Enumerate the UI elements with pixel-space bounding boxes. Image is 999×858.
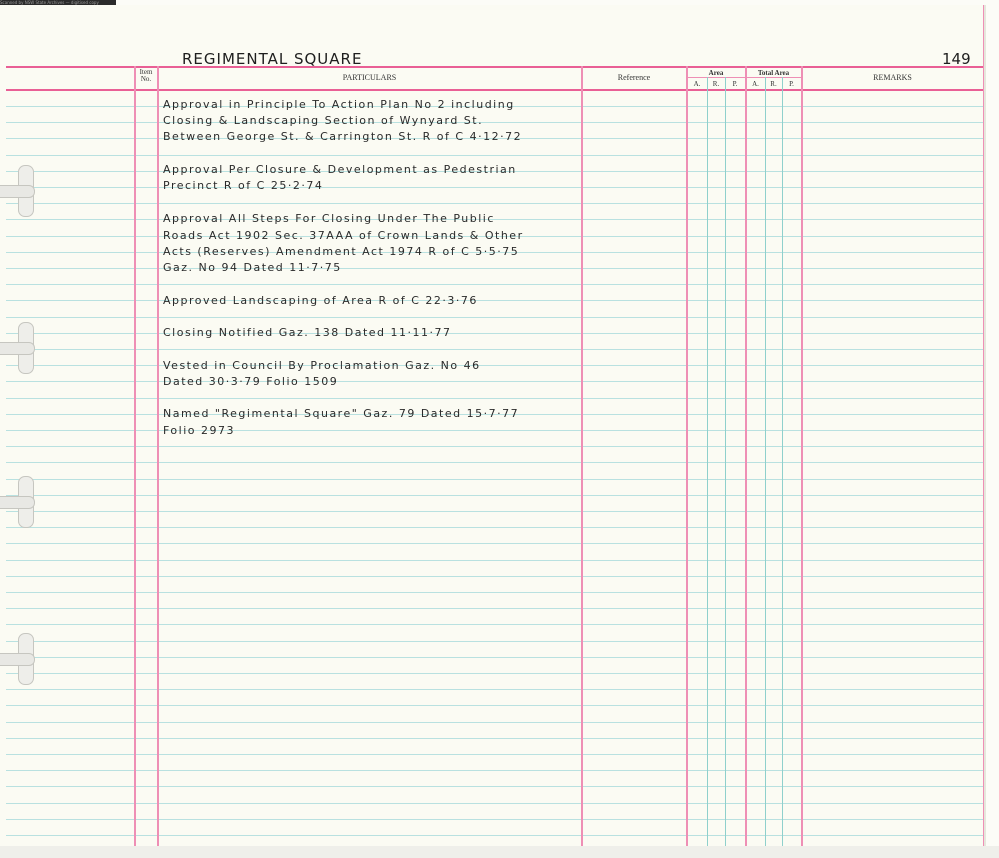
ruled-line — [6, 738, 983, 739]
ruled-line — [6, 511, 983, 512]
entry-line: Approval All Steps For Closing Under The Public — [163, 212, 495, 225]
entry-line: Precinct R of C 25·2·74 — [163, 179, 324, 192]
ruled-line — [6, 527, 983, 528]
entry-line: Folio 2973 — [163, 424, 235, 437]
entry-line: Approval Per Closure & Development as Pedestrian — [163, 163, 517, 176]
entry-line: Vested in Council By Proclamation Gaz. No 46 — [163, 359, 481, 372]
ruled-line — [6, 722, 983, 723]
subcolumn-rule — [725, 77, 726, 846]
reference-header: Reference — [617, 73, 651, 82]
ruled-line — [6, 641, 983, 642]
ruled-line — [6, 187, 983, 188]
particulars-header: PARTICULARS — [342, 73, 397, 82]
binder-tab-icon — [0, 633, 36, 685]
area-p-header: P. — [732, 80, 738, 88]
ruled-line — [6, 479, 983, 480]
area-r-header: R. — [712, 80, 720, 88]
total-r-header: R. — [770, 80, 777, 88]
ruled-line — [6, 349, 983, 350]
area-subrule — [687, 77, 801, 78]
ruled-line — [6, 430, 983, 431]
subcolumn-rule — [765, 77, 766, 846]
binder-tab-icon — [0, 322, 36, 374]
ruled-line — [6, 705, 983, 706]
header-rule-top — [6, 66, 983, 68]
ruled-line — [6, 268, 983, 269]
area-header: Area — [708, 69, 724, 77]
ruled-line — [6, 657, 983, 658]
ruled-line — [6, 462, 983, 463]
total-p-header: P. — [789, 80, 794, 88]
ruled-line — [6, 543, 983, 544]
item-header-line1: Item — [139, 68, 153, 76]
ruled-line — [6, 333, 983, 334]
ruled-line — [6, 300, 983, 301]
scan-margin — [0, 846, 999, 858]
ruled-line — [6, 608, 983, 609]
binder-tab-icon — [0, 476, 36, 528]
ruled-line — [6, 835, 983, 836]
ruled-line — [6, 689, 983, 690]
ruled-line — [6, 803, 983, 804]
ruled-line — [6, 770, 983, 771]
remarks-header: REMARKS — [873, 73, 912, 82]
ruled-line — [6, 560, 983, 561]
column-rule — [801, 66, 803, 846]
subcolumn-rule — [782, 77, 783, 846]
ruled-line — [6, 754, 983, 755]
total-area-header: Total Area — [757, 69, 790, 77]
entry-line: Closing & Landscaping Section of Wynyard St. — [163, 114, 484, 127]
page-number: 149 — [942, 50, 971, 68]
entry-line: Named "Regimental Square" Gaz. 79 Dated 15·7·77 — [163, 407, 520, 420]
column-rule — [745, 66, 747, 846]
entry-line: Dated 30·3·79 Folio 1509 — [163, 375, 339, 388]
ruled-line — [6, 819, 983, 820]
page-title: REGIMENTAL SQUARE — [182, 50, 363, 68]
ruled-line — [6, 673, 983, 674]
ruled-line — [6, 624, 983, 625]
header-rule-bottom — [6, 89, 983, 91]
item-no-header — [134, 69, 158, 83]
page-edge-rule — [983, 5, 984, 846]
entry-line: Roads Act 1902 Sec. 37AAA of Crown Lands & Other — [163, 229, 524, 242]
binder-tab-icon — [0, 165, 36, 217]
subcolumn-rule — [707, 77, 708, 846]
ruled-line — [6, 381, 983, 382]
ruled-line — [6, 122, 983, 123]
ruled-line — [6, 203, 983, 204]
entry-line: Closing Notified Gaz. 138 Dated 11·11·77 — [163, 326, 452, 339]
entry-line: Acts (Reserves) Amendment Act 1974 R of C 5·5·75 — [163, 245, 520, 258]
column-rule — [134, 66, 136, 846]
ruled-line — [6, 284, 983, 285]
ruled-line — [6, 317, 983, 318]
ruled-line — [6, 592, 983, 593]
column-rule — [581, 66, 583, 846]
scan-strip: Scanned by NSW State Archives — digitised copy — [0, 0, 116, 5]
item-header-line2: No. — [140, 75, 152, 83]
ruled-line — [6, 446, 983, 447]
entry-line: Approval in Principle To Action Plan No 2 including — [163, 98, 515, 111]
ruled-line — [6, 398, 983, 399]
area-a-header: A. — [693, 80, 701, 88]
column-rule — [686, 66, 688, 846]
ruled-line — [6, 495, 983, 496]
ruled-line — [6, 576, 983, 577]
ruled-line — [6, 786, 983, 787]
column-rule — [157, 66, 159, 846]
ruled-line — [6, 365, 983, 366]
entry-line: Gaz. No 94 Dated 11·7·75 — [163, 261, 342, 274]
total-a-header: A. — [752, 80, 759, 88]
entry-line: Between George St. & Carrington St. R of C 4·12·72 — [163, 130, 523, 143]
entry-line: Approved Landscaping of Area R of C 22·3·76 — [163, 294, 478, 307]
ruled-line — [6, 155, 983, 156]
